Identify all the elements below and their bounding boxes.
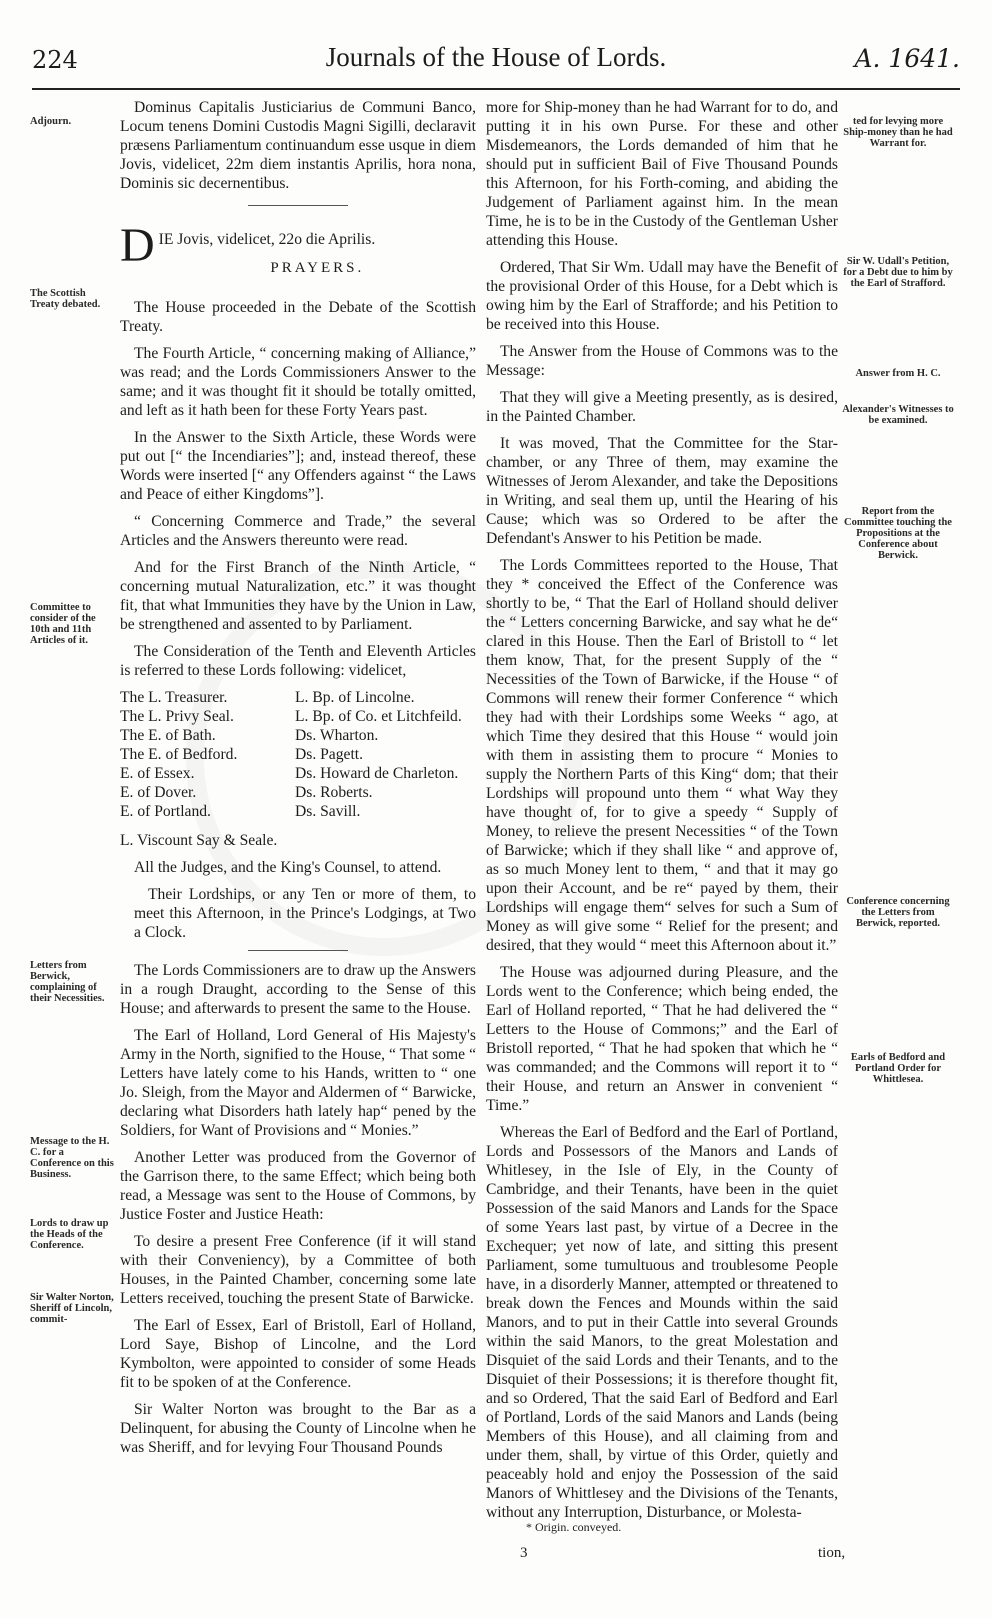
lord-entry: Ds. Wharton. (295, 727, 379, 744)
margin-note-message: Message to the H. C. for a Conference on this Business. (30, 1136, 114, 1180)
margin-note-udall: Sir W. Udall's Petition, for a Debt due to him by the Earl of Strafford. (843, 256, 953, 289)
page-number: 224 (32, 46, 78, 74)
margin-note-letters-berwick: Letters from Berwick, complaining of their Necessities. (30, 960, 105, 1004)
paragraph: The Lords Committees reported to the House, That they * conceived the Effect of the Conference was shortly to be, “ That the Earl of Holland should deliver the “ Letters concerning Barwicke, and say what he de“ clared in this House. Then the Earl of Bristoll to “ let them know, That, for the present Supply of the “ Necessities of the Town of Barwicke, if the House “ of Commons will renew their former Conference “ which they had with their Lordships some Weeks “ ago, at which Time they desired that this House “ would join with them in assisting them to procure “ Monies to supply the Northern Parts of this King“ dom; that their Lordships will propound unto them “ what Way they have thought of, for to give a speedy “ Supply of Money, to relieve the present Necessities “ of the Town of Barwicke; which if they shall like “ and approve of, as so much Money lent to them, “ and that it may go upon their Account, and be re“ payed by them, their Lordships will engage them“ selves for such a Sum of Money as will give some “ Relief for the present; and desired, that they would “ meet this Afternoon about it.” (486, 557, 838, 954)
paragraph: Sir Walter Norton was brought to the Bar as a Delinquent, for abusing the County of Lincolne when he was Sheriff, and for levying Four Thousand Pounds (120, 1401, 476, 1456)
day-heading: IE Jovis, videlicet, 22o die Aprilis. (158, 231, 376, 248)
lord-entry: E. of Portland. (120, 803, 211, 820)
lord-entry: Ds. Howard de Charleton. (295, 765, 459, 782)
paragraph: To desire a present Free Conference (if it will stand with their Conveniency), by a Committee of both Houses, in the Painted Chamber, concerning some late Letters received, touching the present State of Barwicke. (120, 1233, 476, 1307)
page-title: Journals of the House of Lords. (325, 42, 667, 72)
lords-list-col2 (295, 688, 476, 821)
lord-entry: Ds. Savill. (295, 803, 361, 820)
margin-note-ship-money: ted for levying more Ship-money than he had Warrant for. (843, 116, 953, 149)
lord-entry-last: L. Viscount Say & Seale. (120, 832, 278, 849)
margin-note-answer-hc: Answer from H. C. (855, 368, 941, 379)
paragraph: The House proceeded in the Debate of the Scottish Treaty. (120, 299, 476, 335)
lord-entry: Ds. Pagett. (295, 746, 364, 763)
paragraph: The Earl of Holland, Lord General of His Majesty's Army in the North, signified to the House, “ That some “ Letters have lately come to his Hands, written to “ one Jo. Sleigh, from the Mayor and Aldermen of “ Barwicke, declaring what Disorders hath lately hap“ pened by the Soldiers, for Want of Provisions and “ Monies.” (120, 1027, 476, 1139)
paragraph: And for the First Branch of the Ninth Article, “ concerning mutual Naturalization, etc.” it was thought fit, that what Immunities they have by the Union in Law, be strengthened and assented to by Parliament. (120, 559, 476, 633)
paragraph: Their Lordships, or any Ten or more of them, to meet this Afternoon, in the Prince's Lodgings, at Two a Clock. (134, 886, 476, 941)
paragraph-adjourn: Dominus Capitalis Justiciarius de Communi Banco, Locum tenens Domini Custodis Magni Sigilli, declaravit præsens Parliamentum continuandum esse usque in diem Jovis, videlicet, 22m diem instantis Aprilis, hora nona, Dominis sic decernentibus. (120, 99, 476, 192)
section-divider (248, 950, 348, 951)
paragraph: The Fourth Article, “ concerning making of Alliance,” was read; and the Lords Commissioners Answer to the same; and it was thought fit it should be totally omitted, and left as it hath been for these Forty Years past. (120, 345, 476, 419)
left-column (120, 98, 476, 1465)
lord-entry: The E. of Bedford. (120, 746, 238, 763)
lords-committee-list (120, 688, 476, 821)
paragraph: Another Letter was produced from the Governor of the Garrison there, to the same Effect; which being both read, a Message was sent to the House of Commons, by Justice Foster and Justice Heath: (120, 1149, 476, 1223)
paragraph: Whereas the Earl of Bedford and the Earl of Portland, Lords and Possessors of the Manors and Lands of Whitlesey, in the Isle of Ely, in the County of Cambridge, and their Tenants, have been in the quiet Possession of the said Manors and Lands for the Space of some Years last past, by virtue of a Decree in the Exchequer; yet now of late, and sitting this present Parliament, some tumultuous and troublesome People have, in a disorderly Manner, attempted or threatened to break down the Fences and Mounds within the said Manors, and to put in their Cattle into several Grounds within the said Manors, to the great Molestation and Disquiet of the said Lords and their Tenants, and to the Disquiet of their Possessions; it is therefore thought fit, and so Ordered, That the said Earl of Bedford and Earl of Portland, Lords of the said Manors and Lands (being Members of this House), and all claiming from and under them, shall, by virtue of this Order, quietly and peaceably hold and enjoy the Possession of the said Manors of Whittlesey and the Divisions of the Tenants, without any Interruption, Disturbance, or Molesta- (486, 1124, 838, 1521)
right-column (486, 98, 838, 1530)
lord-entry: L. Bp. of Lincolne. (295, 689, 415, 706)
paragraph: more for Ship-money than he had Warrant for to do, and putting it in his own Purse. For these and other Misdemeanors, the Lords demanded of him that he should put in sufficient Bail of Five Thousand Pounds this Afternoon, for his Forth-coming, and abiding the Judgement of Parliament against him. In the mean Time, he is to be in the Custody of the Gentleman Usher attending this House. (486, 99, 838, 249)
lord-entry: L. Bp. of Co. et Litchfeild. (295, 708, 462, 725)
day-heading-block (120, 224, 476, 296)
margin-note-walter-norton: Sir Walter Norton, Sheriff of Lincoln, commit- (30, 1292, 114, 1325)
header-rule (32, 88, 960, 90)
margin-note-scottish-treaty: The Scottish Treaty debated. (30, 288, 101, 310)
paragraph: The Answer from the House of Commons was to the Message: (486, 343, 838, 379)
margin-note-committee: Committee to consider of the 10th and 11th Articles of it. (30, 602, 96, 646)
lord-entry: E. of Dover. (120, 784, 197, 801)
margin-note-conference: Conference concerning the Letters from Berwick, reported. (846, 896, 950, 929)
signature-mark: 3 (520, 1545, 528, 1561)
lords-list-col1 (120, 688, 295, 821)
paragraph: The Consideration of the Tenth and Eleventh Articles is referred to these Lords following: videlicet, (120, 643, 476, 679)
margin-note-alexander: Alexander's Witnesses to be examined. (842, 404, 954, 426)
paragraph: That they will give a Meeting presently, as is desired, in the Painted Chamber. (486, 389, 838, 425)
lord-entry: The L. Treasurer. (120, 689, 228, 706)
lord-entry: The E. of Bath. (120, 727, 216, 744)
paragraph: It was moved, That the Committee for the Star-chamber, or any Three of them, may examine the Witnesses of Jerom Alexander, and take the Depositions in Writing, and seal them up, until the Hearing of his Cause; which was so Ordered to be after the Defendant's Answer to his Petition be made. (486, 435, 838, 547)
paragraph: Ordered, That Sir Wm. Udall may have the Benefit of the provisional Order of this House, for a Debt which is owing him by the Earl of Strafforde; and his Petition to be received into this House. (486, 259, 838, 333)
lord-entry: Ds. Roberts. (295, 784, 373, 801)
margin-note-report-berwick: Report from the Committee touching the Propositions at the Conference about Berwick. (844, 506, 952, 561)
paragraph: The Earl of Essex, Earl of Bristoll, Earl of Holland, Lord Saye, Bishop of Lincolne, and the Lord Kymbolton, were appointed to consider of some Heads fit to be spoken of at the Conference. (120, 1317, 476, 1391)
footnote: * Origin. conveyed. (526, 1520, 622, 1534)
paragraph: The House was adjourned during Pleasure, and the Lords went to the Conference; which being ended, the Earl of Holland reported, “ That he had delivered the “ Letters to the House of Commons;” and the Earl of Bristoll reported, “ That he had spoken that which he “ was commanded; and the Commons will report it to “ their House, and return an Answer in convenient “ Time.” (486, 964, 838, 1114)
drop-cap: D (120, 224, 155, 272)
catchword: tion, (818, 1545, 846, 1561)
section-divider (248, 205, 348, 206)
lord-entry: E. of Essex. (120, 765, 195, 782)
paragraph: The Lords Commissioners are to draw up the Answers in a rough Draught, according to the Sense of this House; and afterwards to present the same to the House. (120, 962, 476, 1017)
prayers-heading: PRAYERS. (270, 260, 365, 276)
paragraph: All the Judges, and the King's Counsel, to attend. (134, 859, 442, 876)
margin-note-adjourn: Adjourn. (30, 116, 72, 127)
page-year: A. 1641. (854, 44, 960, 73)
paragraph: In the Answer to the Sixth Article, these Words were put out [“ the Incendiaries”]; and, instead thereof, these Words were inserted [“ any Offenders against “ the Laws and Peace of either Kingdoms”]. (120, 429, 476, 503)
margin-note-lords-heads: Lords to draw up the Heads of the Conference. (30, 1218, 109, 1251)
lord-entry: The L. Privy Seal. (120, 708, 234, 725)
paragraph: “ Concerning Commerce and Trade,” the several Articles and the Answers thereunto were read. (120, 513, 476, 549)
margin-note-bedford-portland: Earls of Bedford and Portland Order for Whittlesea. (850, 1052, 946, 1085)
